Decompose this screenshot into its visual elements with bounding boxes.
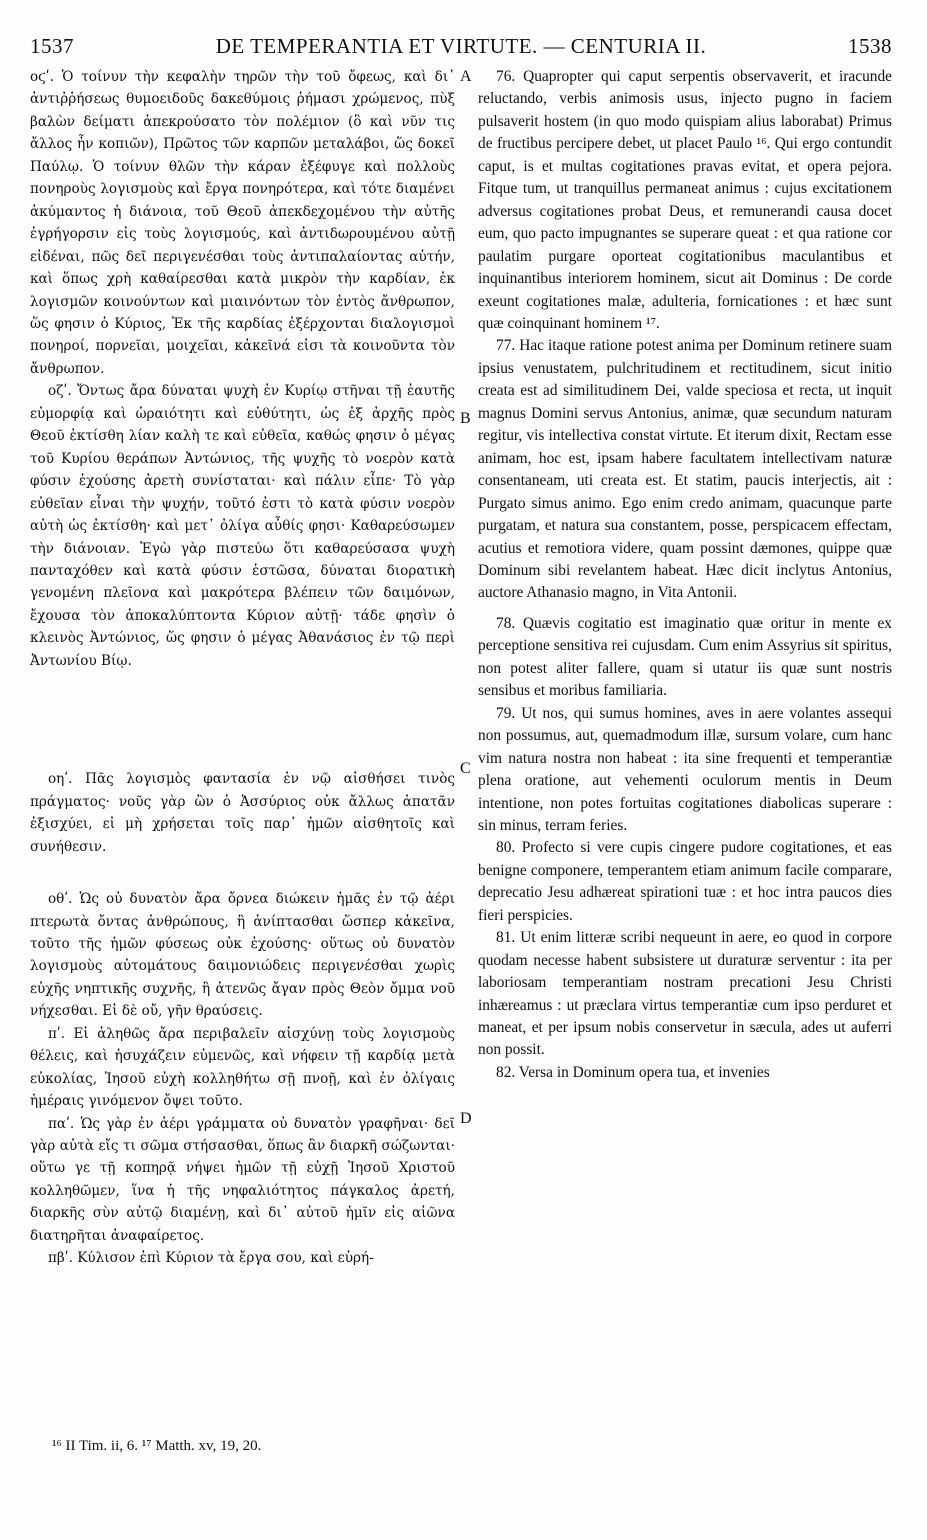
margin-letter-c: C: [460, 760, 471, 777]
latin-paragraph-79: 79. Ut nos, qui sumus homines, aves in aere volantes assequi non possumus, aut, quemadmodum illæ, sursum volare, cum hanc vim natura nostra non habeat : ita sine frequenti et temperantiæ plena oratione, aut vehementi oculorum mentis in Deum intentione, non potes fortuitas cogitationes diabolicas superare : sin minus, terram feries.: [478, 704, 892, 834]
latin-paragraph-77: 77. Hac itaque ratione potest anima per Dominum retinere suam ipsius venustatem, pulchritudinem et rectitudinem, sicut initio creata est ad similitudinem Dei, valde speciosa et recta, ut inquit magnus Domini servus Antonius, animæ, quæ secundum naturam regitur, vis intellectiva constat virtute. Et iterum dixit, Rectam esse animam, hoc est, ipsam habere facultatem intellectivam naturæ consentaneam, uti creata est. Et statim, paucis interjectis, ait : Purgato simus animo. Ego enim credo animam, quacunque parte purgatam, et natura sua constantem, posse, perspicacem effectam, acutius et remotiora videre, quam possint dæmones, quippe quæ Dominum sibi revelantem habeat. Hæc dicit inclytus Antonius, auctore Athanasio magno, in Vita Antonii.: [478, 337, 892, 602]
greek-paragraph-77: οζʹ. Ὄντως ἄρα δύναται ψυχὴ ἐν Κυρίῳ στῆναι τῇ ἑαυτῆς εὐμορφίᾳ καὶ ὡραιότητι καὶ εὐθύτητι, ὡς ἐξ ἀρχῆς πρὸς Θεοῦ ἐκτίσθη λίαν καλὴ τε καὶ εὐθεῖα, καθώς φησιν ὁ μέγας τοῦ Κυρίου θεράπων Ἀντώνιος, τῆς ψυχῆς τὸ νοερὸν κατὰ φύσιν ἐχούσης ἀρετὴ συνίσταται· καὶ πάλιν εἶπε· Τὸ γὰρ εὐθεῖαν εἶναι τὴν ψυχήν, τοῦτό ἐστι τὸ κατὰ φύσιν νοερὸν αὐτὴ ὡς ἐκτίσθη· καὶ μετ᾽ ὀλίγα αὖθίς φησι· Καθαρεύσωμεν τὴν διάνοιαν. Ἐγὼ γὰρ πιστεύω ὅτι καθαρεύσασα ψυχὴ πανταχόθεν καὶ κατὰ φύσιν ἑστῶσα, δύναται διορατικὴ γενομένη πλεῖονα καὶ μακρότερα βλέπειν τῶν δαιμόνων, ἔχουσα τὸν ἀποκαλύπτοντα Κύριον αὐτῇ· τάδε φησὶν ὁ κλεινὸς Ἀντώνιος, ὥς φησιν ὁ μέγας Ἀθανάσιος ἐν τῷ περὶ Ἀντωνίου Βίῳ.: [30, 383, 455, 669]
margin-letter-d: D: [460, 1110, 472, 1127]
latin-column: [478, 66, 892, 1084]
greek-paragraph-76: οϛʹ. Ὁ τοίνυν τὴν κεφαλὴν τηρῶν τὴν τοῦ ὄφεως, καὶ δι᾽ ἀντιῤῥήσεως θυμοειδοῦς δακεθύμοις ῥήμασι χρώμενος, πὺξ βαλὼν δείματι ἀπεκρούσατο τὸν πολέμιον (ὃ καὶ νῦν τις ἄλλος ἦν κοπιῶν), Πρῶτος τῶν καρπῶν μεταλάβοι, ὥς δοκεῖ Παύλῳ. Ὁ τοίνυν θλῶν τὴν κάραν ἐξέφυγε καὶ πολλοὺς πονηροὺς λογισμοὺς καὶ ἔργα πονηρότερα, καὶ τότε διαμένει ἀκύμαντος ἡ διάνοια, τοῦ Θεοῦ ἀπεκδεχομένου τὴν αὐτῆς ἐγρήγορσιν εἰς τοὺς λογισμούς, καὶ ἀντιδωρουμένου αὐτῇ εἰδέναι, πῶς δεῖ περιγενέσθαι τοὺς ἀντιπαλαίοντας αὐτήν, καὶ ὅπως χρὴ καθαίρεσθαι κατὰ μικρὸν τὴν καρδίαν, ἐκ λογισμῶν κοινούντων καὶ μιαινόντων τὸν ἐντὸς ἄνθρωπον, ὥς φησιν ὁ Κύριος, Ἐκ τῆς καρδίας ἐξέρχονται διαλογισμοὶ πονηροί, πορνεῖαι, μοιχεῖαι, κἀκεῖνά εἰσι τὰ κοινοῦντα τὸν ἄνθρωπον.: [30, 69, 455, 377]
greek-paragraph-82: πβʹ. Κύλισον ἐπὶ Κύριον τὰ ἔργα σου, καὶ εὑρή-: [48, 1250, 374, 1267]
greek-paragraph-80: πʹ. Εἰ ἀληθῶς ἄρα περιβαλεῖν αἰσχύνῃ τοὺς λογισμοὺς θέλεις, καὶ ἡσυχάζειν εὐμενῶς, καὶ νήφειν τῇ καρδίᾳ μετὰ εὐκολίας, Ἰησοῦ εὐχὴ κολληθήτω σῇ πνοῇ, καὶ ἐν ὀλίγαις ἡμέραις γινόμενον ὄψει τοῦτο.: [30, 1025, 455, 1110]
greek-paragraph-78: οηʹ. Πᾶς λογισμὸς φαντασία ἐν νῷ αἰσθήσει τινὸς πράγματος· νοῦς γὰρ ὢν ὁ Ἀσσύριος οὐκ ἄλλως ἀπατᾶν ἐξισχύει, εἰ μὴ χρήσεται τοῖς παρ᾽ ἡμῶν αἰσθητοῖς καὶ συνήθεσιν.: [30, 771, 455, 855]
greek-paragraph-81: παʹ. Ὡς γὰρ ἐν ἀέρι γράμματα οὐ δυνατὸν γραφῆναι· δεῖ γὰρ αὐτὰ εἴς τι σῶμα στήσασθαι, ὅπως ἂν διαρκῆ σώζωνται· οὕτω γε τῇ κοπηρᾷ νήψει ἡμῶν τῇ εὐχῇ Ἰησοῦ Χριστοῦ κολληθῶμεν, ἵνα ἡ τῆς νηφαλιότητος πάγκαλος ἀρετή, διαρκῆς σὺν αὐτῷ διαμένῃ, καὶ δι᾽ αὐτοῦ ἡμῖν εἰς αἰῶνα διατηρῆται ἀναφαίρετος.: [30, 1115, 455, 1244]
footnotes: ¹⁶ II Tim. ii, 6. ¹⁷ Matth. xv, 19, 20.: [52, 1438, 262, 1454]
latin-paragraph-81: 81. Ut enim litteræ scribi nequeunt in aere, eo quod in corpore quodam necesse habent subsistere ut duraturæ serventur : ita per laboriosam temperantiam nostram precationi Jesu Christi inhæreamus : ut præclara virtus temperantiæ cum ipso perduret et maneat, et per ipsum nobis conservetur in sæcula, ades ut auferri non possit.: [478, 929, 892, 1059]
page-number-right: 1538: [848, 34, 892, 58]
latin-paragraph-82: 82. Versa in Dominum opera tua, et invenies: [496, 1063, 770, 1081]
running-header: [30, 34, 892, 60]
page-number-left: 1537: [30, 34, 74, 58]
latin-paragraph-80: 80. Profecto si vere cupis cingere pudore cogitationes, et eas benigne componere, temperantem etiam animum facile comparare, deprecatio Jesu adhæreat spirationi tuæ : et hoc intra paucos dies fieri perspicies.: [478, 839, 892, 924]
greek-paragraph-79: οθʹ. Ὡς οὐ δυνατὸν ἄρα ὄρνεα διώκειν ἡμᾶς ἐν τῷ ἀέρι πτερωτὰ ὄντας ἀνθρώπους, ἢ ἀνίπτασθαι ὥσπερ κἀκεῖνα, τοῦτο τῆς ἡμῶν φύσεως οὐκ ἐχούσης· οὕτως οὐ δυνατὸν λογισμοὺς αὐτομάτους δαιμονιώδεις περιγενέσθαι χωρὶς εὐχῆς νηπτικῆς συχνῆς, ἢ ἀτενῶς ἄγαν πρὸς Θεὸν ὄμμα νοῦ νήχεσθαι. Εἰ δὲ οὔ, γῆν θραύσεις.: [30, 891, 455, 1020]
latin-paragraph-78: 78. Quævis cogitatio est imaginatio quæ oritur in mente ex perceptione sensitiva rei cujusdam. Cum enim Assyrius sit spiritus, non potest aliter fallere, quam si utatur iis quæ sunt nostris sensibus et moribus familiaria.: [478, 614, 892, 700]
margin-letter-a: A: [460, 68, 472, 85]
greek-column: [30, 66, 455, 1270]
latin-paragraph-76: 76. Quapropter qui caput serpentis observaverit, et iracunde reluctando, verbis animosis usus, injecto pugno in faciem pulsaverit hostem (in quo modo quispiam alius laborabat) Primus de fructibus percipere debet, ut placet Paulo ¹⁶. Qui ergo contundit caput, is et multas cogitationes pravas evitat, et opera pejora. Fitque tum, ut tranquillus permaneat animus : cujus excitationem adversus cogitationes probat Deus, et remunerandi causa docet eum, quo pacto impugnantes se superare queat : et qua ratione cor paulatim purgare oporteat cogitationibus maculantibus et inquinantibus interiorem hominem, sicut ait Dominus : De corde exeunt cogitationes malæ, adulteria, fornicationes : et hæc sunt quæ coinquinant hominem ¹⁷.: [478, 68, 892, 332]
running-title: DE TEMPERANTIA ET VIRTUTE. — CENTURIA II.: [215, 34, 707, 58]
margin-letter-b: B: [460, 410, 471, 427]
